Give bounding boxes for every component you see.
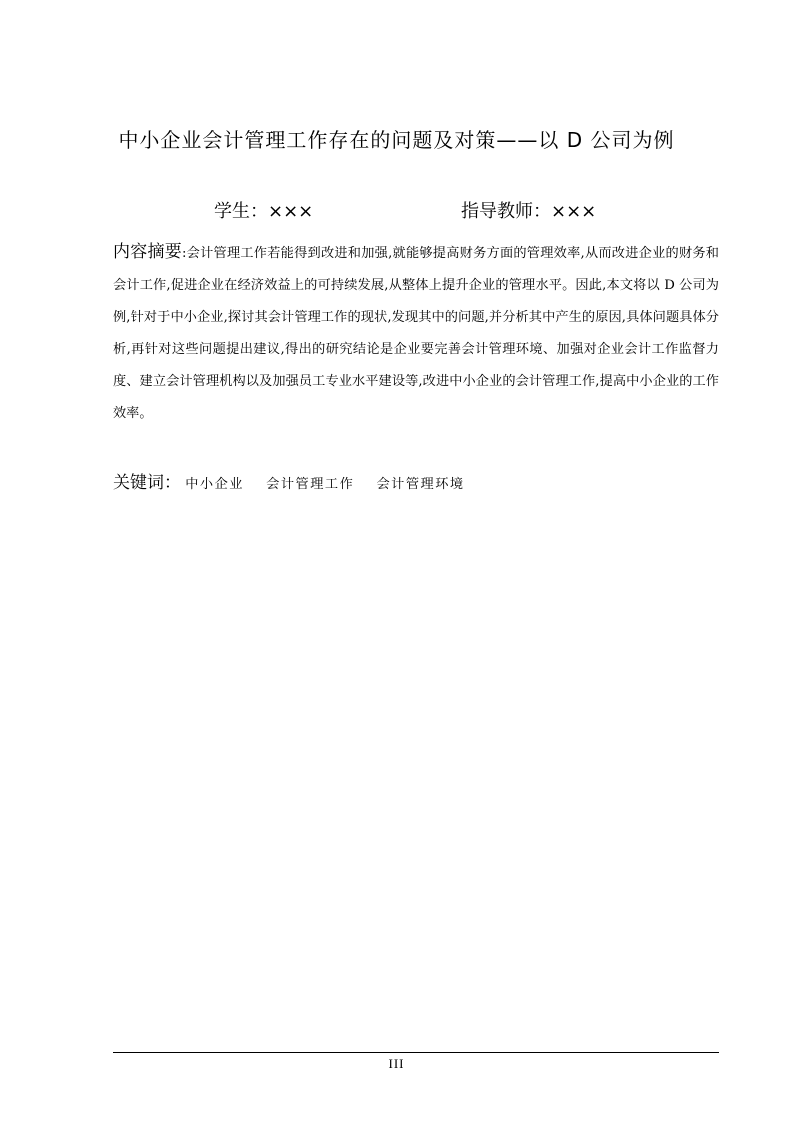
keywords-label: 关键词： (113, 473, 181, 493)
page-number: III (388, 1056, 405, 1071)
keyword: 中小企业 (185, 477, 244, 492)
keyword: 会计管理工作 (266, 477, 355, 492)
paper-title: 中小企业会计管理工作存在的问题及对策——以 D 公司为例 (118, 128, 675, 152)
footer-divider (113, 1052, 719, 1053)
author-line (0, 198, 793, 226)
keywords-section (113, 468, 719, 500)
keyword: 会计管理环境 (376, 477, 465, 492)
abstract-section (113, 236, 719, 430)
abstract-text: 会计管理工作若能得到改进和加强,就能够提高财务方面的管理效率,从而改进企业的财务和会计工作,促进企业在经济效益上的可持续发展,从整体上提升企业的管理水平。因此,本文将以 D 公司为例,针对于中小企业,探讨其会计管理工作的现状,发现其中的问题,并分析其中产生的原因,具体问题具体分析,再针对这些问题提出建议,得出的研究结论是企业要完善会计管理环境、加强对企业会计工作监督力度、建立会计管理机构以及加强员工专业水平建设等,改进中小企业的会计管理工作,提高中小企业的工作效率。 (113, 246, 719, 421)
abstract-colon: : (181, 246, 187, 261)
student-name: 学生：××× (214, 201, 314, 222)
advisor-name: 指导教师：××× (461, 201, 597, 222)
abstract-label: 内容摘要 (113, 242, 182, 262)
